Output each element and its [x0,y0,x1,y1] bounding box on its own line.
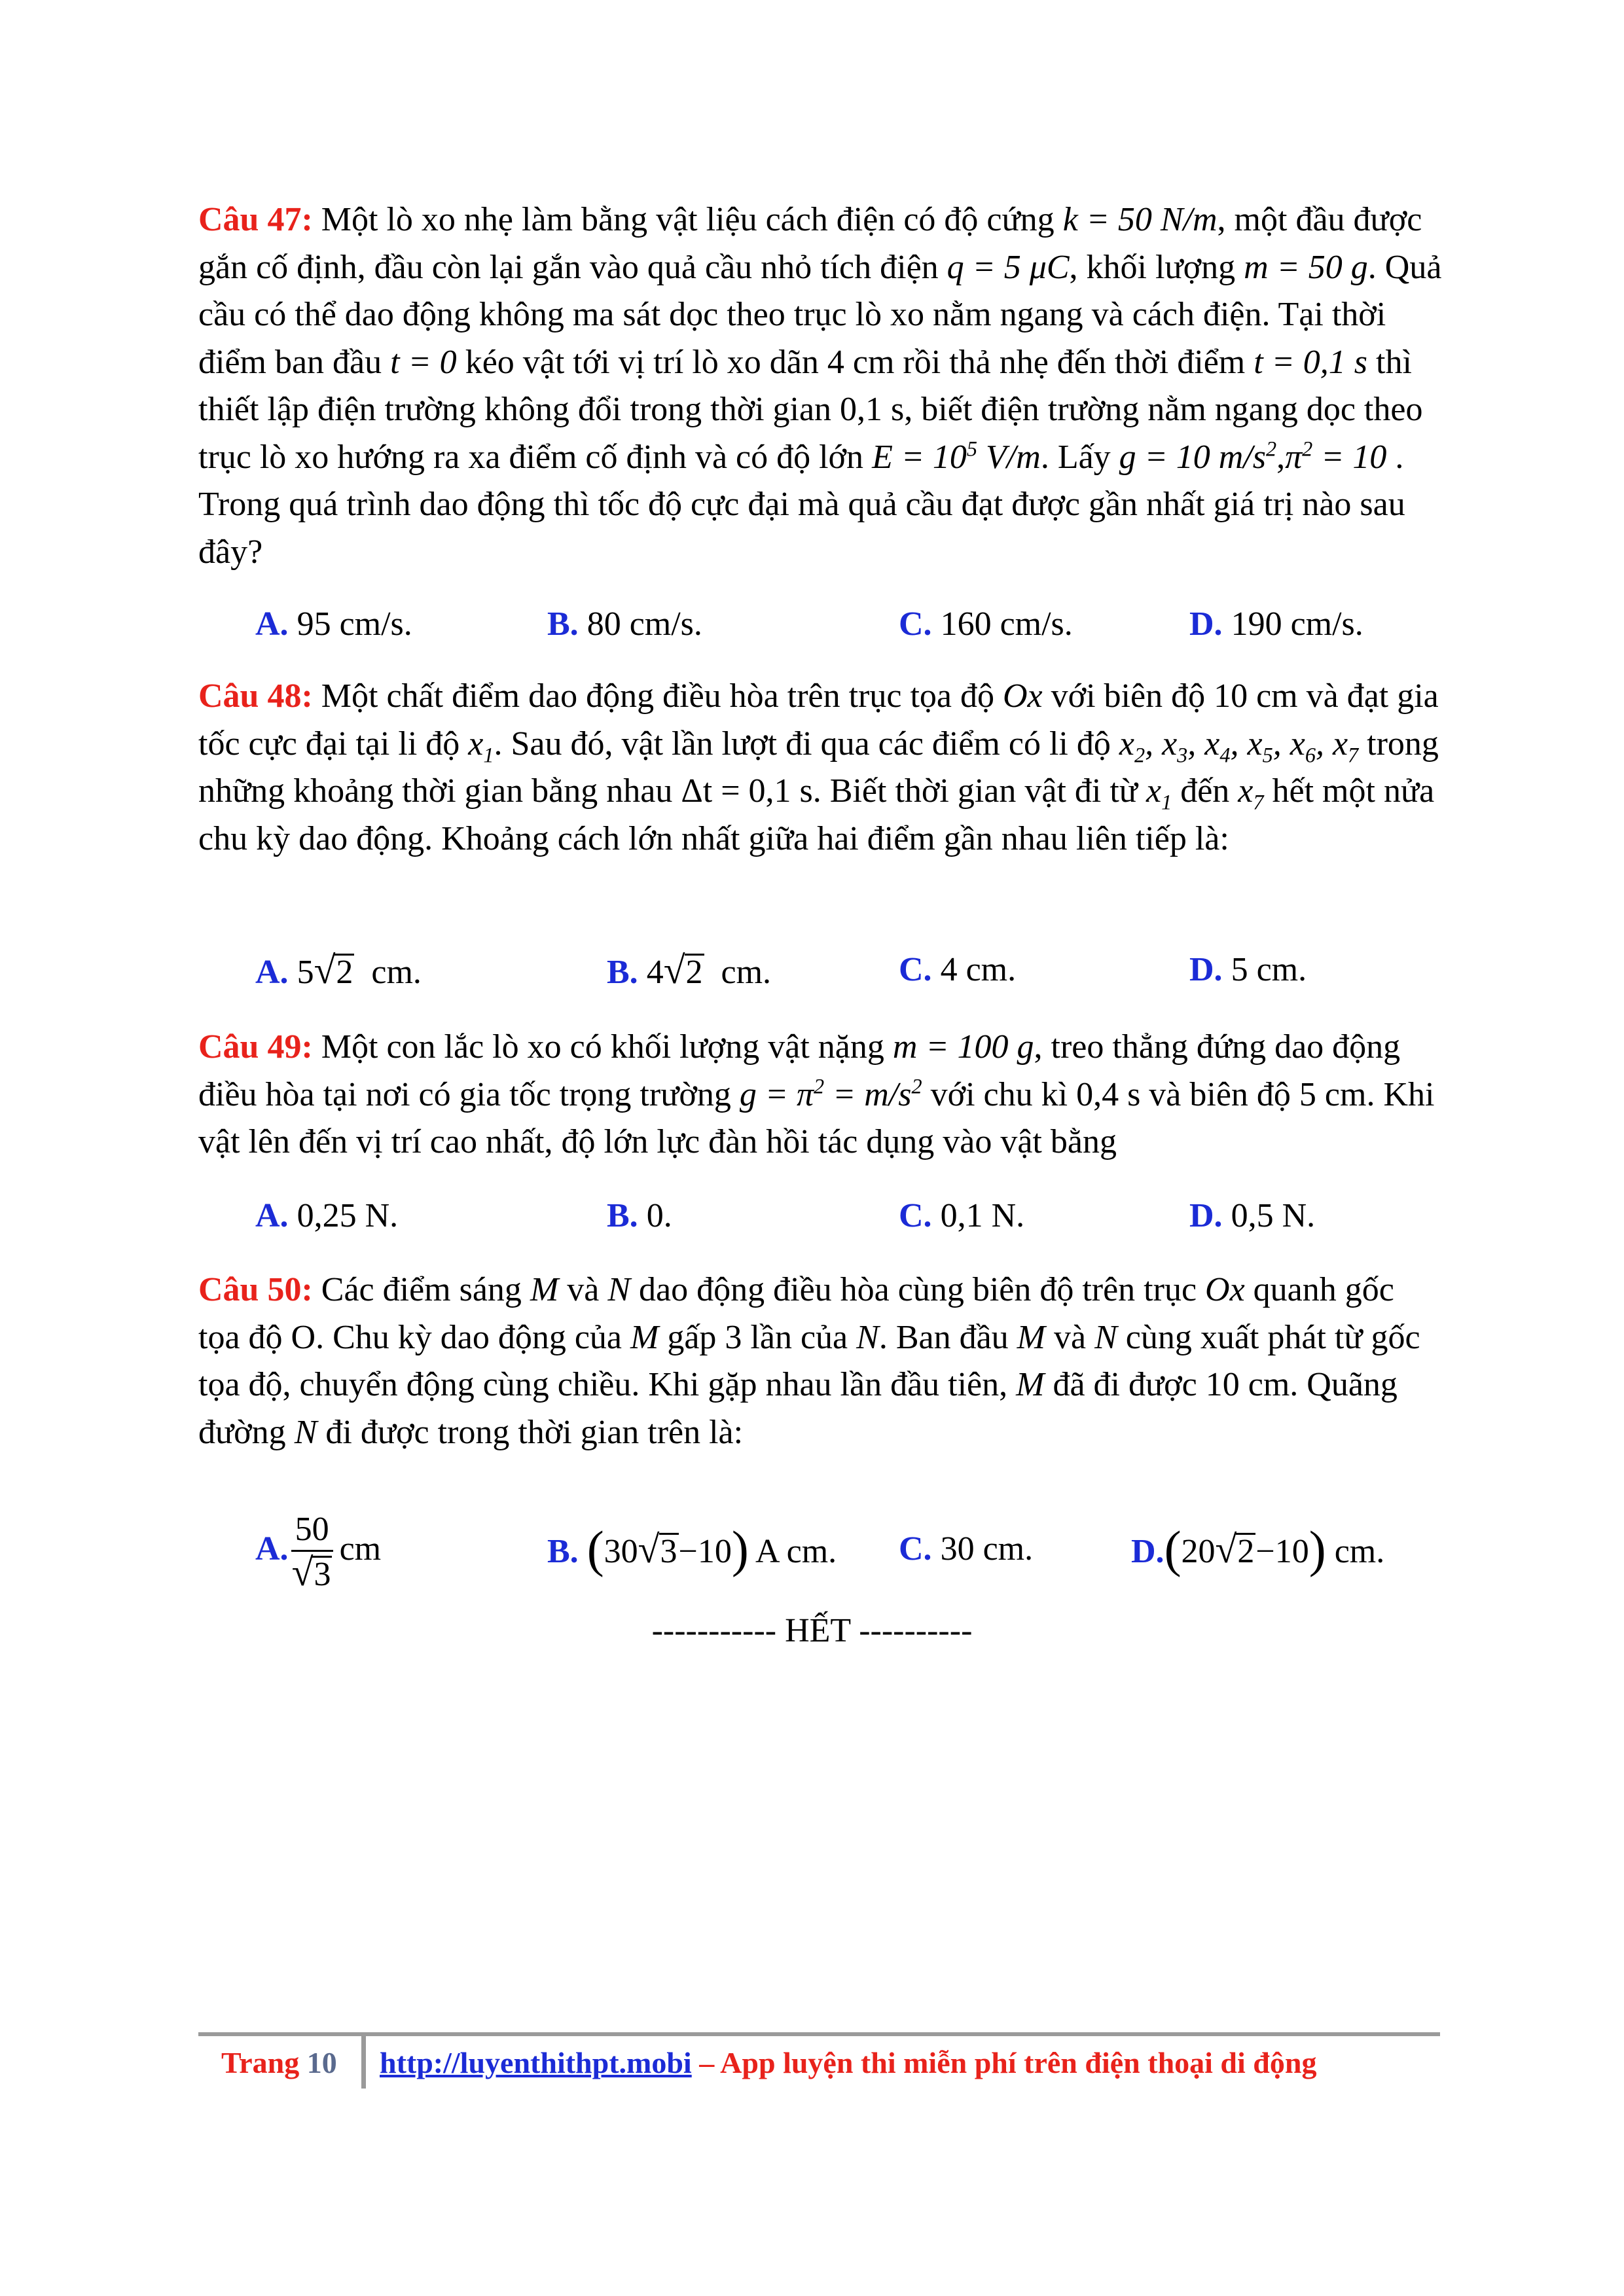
option-d[interactable]: D. 0,5 N. [1189,1197,1316,1234]
question-48 [198,673,1442,863]
option-d[interactable]: D. 190 cm/s. [1189,605,1363,643]
question-49-text: Câu 49: Một con lắc lò xo có khối lượng vật nặng m = 100 g, treo thẳng đứng dao động điều hòa tại nơi có gia tốc trọng trường $g = \pi^2 = m/s^2$ với chu kì 0,4 s và biên độ 5 cm. Khi vật lên đến vị trí cao nhất, độ lớn lực đàn hồi tác dụng vào vật bằng [198,1028,1435,1160]
option-c[interactable]: C. 160 cm/s. [899,605,1073,643]
sqrt-sign: √ [314,948,336,992]
option-d[interactable]: D. 5 cm. [1189,951,1307,988]
sqrt-sign: √ [638,1528,660,1571]
question-50 [198,1266,1442,1456]
question-label: Câu 47: [198,201,313,238]
question-47-options [255,598,1466,651]
option-c[interactable]: C. 30 cm. [899,1530,1034,1568]
footer-rule [198,2032,1440,2036]
footer-tagline: – App luyện thi miễn phí trên điện thoại di động [699,2046,1317,2079]
option-a[interactable]: A. 95 cm/s. [255,605,412,643]
question-label: Câu 48: [198,677,313,715]
option-b[interactable]: B. 80 cm/s. [547,605,702,643]
question-47-text: Câu 47: Một lò xo nhẹ làm bằng vật liệu cách điện có độ cứng k = 50 N/m, một đầu được gắn cố định, đầu còn lại gắn vào quả cầu nhỏ tích điện q = 5 μC, khối lượng m = 50 g. Quả cầu có thể dao động không ma sát dọc theo trục lò xo nằm ngang và cách điện. Tại thời điểm ban đầu t = 0 kéo vật tới vị trí lò xo dãn 4 cm rồi thả nhẹ đến thời điểm t = 0,1 s thì thiết lập điện trường không đổi trong thời gian 0,1 s, biết điện trường nằm ngang dọc theo trục lò xo hướng ra xa điểm cố định và có độ lớn $E = 10^5$ V/m. Lấy g = 10 $m/s^2,\pi^2 = 10$ . Trong quá trình dao động thì tốc độ cực đại mà quả cầu đạt được gần nhất giá trị nào sau đây? [198,201,1442,571]
question-47 [198,196,1442,576]
question-50-options [255,1507,1466,1592]
option-a[interactable]: A. 5√2 cm. [255,948,422,992]
question-label: Câu 50: [198,1271,313,1308]
page-number: 10 [306,2046,337,2079]
option-b[interactable]: B. 0. [607,1197,672,1234]
option-c[interactable]: C. 4 cm. [899,951,1017,988]
option-c[interactable]: C. 0,1 N. [899,1197,1025,1234]
footer-page: Trang 10 [221,2046,337,2079]
option-b[interactable]: B. 4√2 cm. [607,948,772,992]
question-50-text: Câu 50: Các điểm sáng M và N dao động điều hòa cùng biên độ trên trục Ox quanh gốc tọa độ O. Chu kỳ dao động của M gấp 3 lần của N. Ban đầu M và N cùng xuất phát từ gốc tọa độ, chuyển động cùng chiều. Khi gặp nhau lần đầu tiên, M đã đi được 10 cm. Quãng đường N đi được trong thời gian trên là: [198,1271,1420,1451]
option-d[interactable]: D.(20√2−10) cm. [1131,1520,1385,1578]
fraction: $\frac{50}{√3}$ [291,1509,333,1595]
end-marker: ----------- HẾT ---------- [651,1612,973,1649]
question-49-options [255,1190,1466,1242]
sqrt-sign: √ [663,948,685,992]
question-48-options [255,944,1466,996]
sqrt-sign: √ [291,1550,314,1594]
footer-separator [361,2032,366,2089]
option-a[interactable]: A. 0,25 N. [255,1197,399,1234]
footer-link-line [380,2043,1316,2083]
site-link[interactable]: http://luyenthithpt.mobi [380,2046,692,2079]
question-48-text: Câu 48: Một chất điểm dao động điều hòa trên trục tọa độ Ox với biên độ 10 cm và đạt gia tốc cực đại tại li độ $x_1$. Sau đó, vật lần lượt đi qua các điểm có li độ $x_2$, $x_3$, $x_4$, $x_5$, $x_6$, $x_7$ trong những khoảng thời gian bằng nhau Δt = 0,1 s. Biết thời gian vật đi từ $x_1$ đến $x_7$ hết một nửa chu kỳ dao động. Khoảng cách lớn nhất giữa hai điểm gần nhau liên tiếp là: [198,677,1439,857]
option-a[interactable]: A. $\frac{50}{√3}$ cm [255,1510,382,1594]
question-49 [198,1024,1442,1166]
sqrt-sign: √ [1215,1528,1237,1571]
question-label: Câu 49: [198,1028,313,1066]
fraction-denominator: √3 [291,1550,331,1594]
option-b[interactable]: B. (30√3−10) A cm. [547,1520,837,1578]
